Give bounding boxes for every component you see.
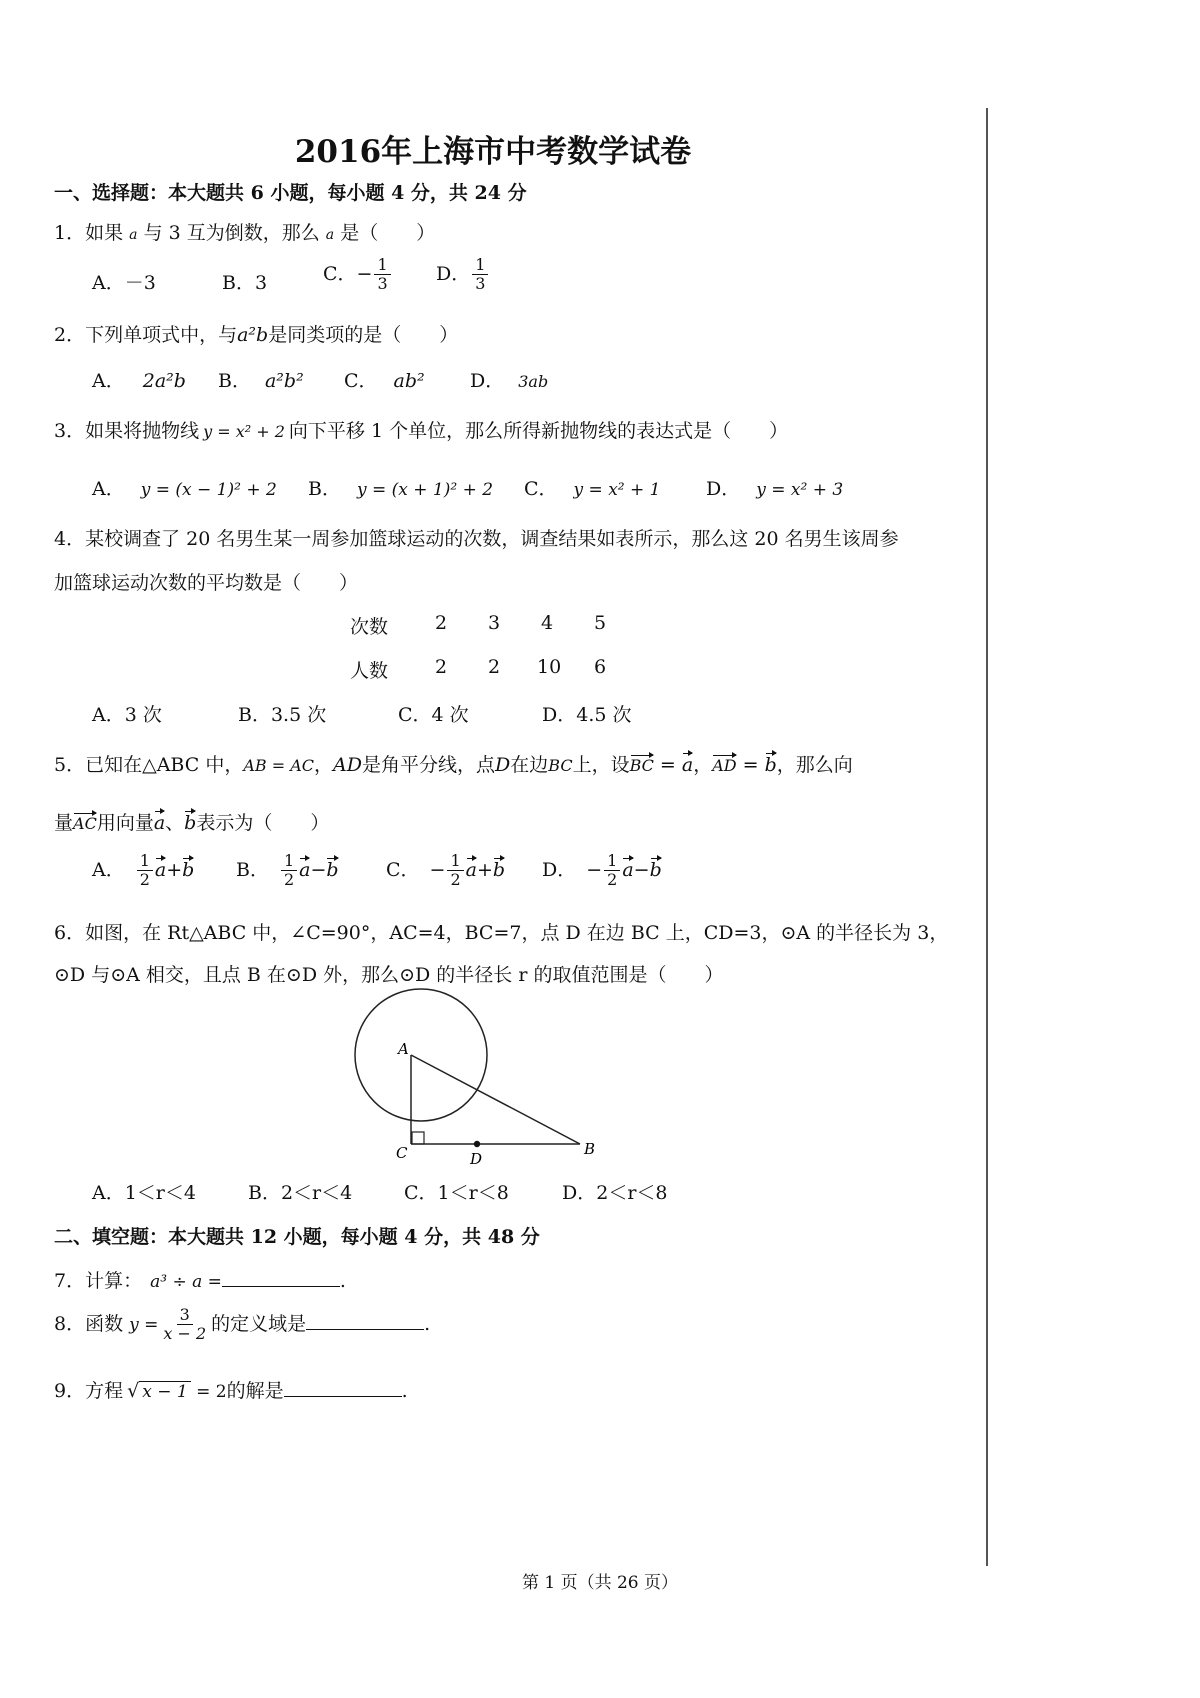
table-cell: 5: [594, 612, 607, 634]
equals-sign: =: [736, 754, 765, 776]
math-variable: a: [129, 227, 138, 243]
q1-option-b: B．3: [222, 272, 268, 294]
option-label: B．: [236, 858, 269, 881]
table-cell: 2: [435, 656, 448, 678]
question-6-line-2: ⊙D 与⊙A 相交，且点 B 在⊙D 外，那么⊙D 的半径长 r 的取值范围是（ ）: [54, 964, 724, 986]
label-b: B: [584, 1140, 596, 1158]
q1-option-d: [436, 256, 490, 294]
fraction: [472, 256, 488, 294]
vector-ac: AC: [73, 811, 97, 833]
question-6-line-1: [54, 918, 948, 945]
fraction-numerator: 1: [281, 852, 297, 871]
vector-a: a: [154, 809, 165, 834]
question-number: 5．: [54, 754, 86, 776]
q2-option-c: [344, 366, 425, 393]
option-label: D．: [470, 370, 505, 392]
question-text: 在边: [510, 754, 549, 776]
question-9: [54, 1376, 408, 1403]
fraction-numerator: 1: [447, 852, 463, 871]
table-cell: 4: [541, 612, 554, 634]
question-8: [54, 1306, 430, 1344]
fraction: [604, 852, 620, 890]
option-label: D．: [542, 858, 577, 881]
operator: +: [476, 858, 493, 881]
fraction-denominator: 2: [283, 870, 295, 890]
question-text: 某校调查了 20 名男生某一周参加篮球运动的次数，调查结果如表所示，那么这 20 名男生该周参: [85, 528, 899, 550]
question-text: 函数: [85, 1312, 124, 1335]
label-c: C: [396, 1144, 408, 1162]
right-angle-mark: [412, 1132, 424, 1144]
fraction-numerator: 3: [177, 1306, 193, 1325]
question-number: 4．: [54, 528, 86, 550]
q3-option-d: [706, 474, 843, 501]
fraction-numerator: 1: [604, 852, 620, 871]
question-number: 1．: [54, 222, 86, 244]
math-expression: AB = AC: [243, 756, 315, 775]
fraction-denominator: 3: [377, 274, 388, 294]
math-variable: D: [495, 754, 511, 776]
punctuation: .: [401, 1380, 408, 1402]
q5-option-d: [542, 852, 662, 890]
question-text: 的解是: [226, 1380, 284, 1402]
vector-a: a: [299, 856, 310, 881]
math-expression: a²b²: [264, 370, 304, 392]
question-text: 已知在△ABC 中，: [85, 754, 244, 776]
page-footer: 第 1 页（共 26 页）: [521, 1573, 679, 1593]
punctuation: .: [424, 1312, 431, 1335]
question-text: 计算：: [85, 1270, 143, 1292]
equals-sign: =: [653, 754, 682, 776]
math-expression: = 2: [190, 1382, 227, 1402]
vector-bc: BC: [630, 753, 654, 775]
punctuation: 、: [165, 812, 185, 834]
fraction-denominator: 2: [607, 870, 618, 890]
math-expression: y = (x + 1)² + 2: [356, 480, 494, 500]
operator: −: [310, 858, 327, 881]
vector-b: b: [182, 856, 194, 881]
vector-a: a: [682, 751, 693, 776]
label-a: A: [398, 1040, 409, 1058]
math-expression: y =: [129, 1314, 159, 1335]
question-4-line-1: [54, 524, 899, 551]
q6-option-d: D．2＜r＜8: [562, 1182, 668, 1204]
question-text: 是（ ）: [340, 222, 436, 244]
table-cell: 10: [537, 656, 562, 678]
question-text: 是角平分线，点: [362, 754, 496, 776]
question-text: 用向量: [96, 812, 154, 834]
vector-b: b: [650, 856, 662, 881]
punctuation: .: [339, 1270, 346, 1292]
q2-option-a: [92, 366, 186, 393]
question-text: 向下平移 1 个单位，那么所得新抛物线的表达式是（ ）: [288, 420, 789, 442]
math-expression: 2a²b: [142, 370, 186, 392]
option-label: D．: [436, 262, 471, 285]
q6-option-c: C．1＜r＜8: [404, 1182, 509, 1204]
q6-geometry-figure: [340, 986, 620, 1176]
q5-option-a: [92, 852, 194, 890]
punctuation: ，: [314, 754, 334, 776]
table-row-header: 人数: [350, 660, 389, 682]
math-expression: a²b: [237, 324, 269, 346]
minus-sign: −: [356, 262, 373, 285]
fraction: [447, 852, 463, 890]
section-heading-choice: 一、选择题：本大题共 6 小题，每小题 4 分，共 24 分: [54, 182, 527, 204]
q5-option-c: [386, 852, 505, 890]
table-cell: 6: [594, 656, 607, 678]
question-3: [54, 416, 788, 443]
question-7: [54, 1266, 346, 1293]
question-text: 表示为（ ）: [196, 812, 330, 834]
point-d: [474, 1141, 480, 1147]
question-4-line-2: 加篮球运动次数的平均数是（ ）: [54, 572, 359, 594]
answer-blank[interactable]: [284, 1396, 402, 1397]
question-text: 的定义域是: [211, 1312, 307, 1335]
option-label: A．: [92, 370, 125, 392]
math-expression: a³ ÷ a =: [150, 1272, 222, 1292]
operator: +: [166, 858, 183, 881]
question-text: 如果将抛物线: [85, 420, 200, 442]
vector-b: b: [765, 751, 777, 776]
option-label: B．: [308, 478, 341, 500]
table-cell: 3: [488, 612, 501, 634]
question-number: 8．: [54, 1312, 86, 1335]
operator: −: [633, 858, 650, 881]
sqrt-sign: √: [127, 1380, 140, 1402]
question-5-line-2: [54, 808, 329, 835]
vector-ad: AD: [712, 753, 736, 775]
table-cell: 2: [435, 612, 448, 634]
vector-a: a: [155, 856, 166, 881]
exam-title: 2016年上海市中考数学试卷: [294, 134, 692, 170]
vector-a: a: [622, 856, 633, 881]
q2-option-d: [470, 366, 548, 393]
option-label: C．: [524, 478, 558, 500]
option-label: C．: [344, 370, 378, 392]
minus-sign: −: [429, 858, 446, 881]
question-text: 量: [54, 812, 74, 834]
question-1: [54, 218, 435, 245]
label-d: D: [470, 1150, 483, 1168]
question-text: ，那么向: [776, 754, 853, 776]
q6-option-b: B．2＜r＜4: [248, 1182, 353, 1204]
radicand: x − 1: [139, 1381, 190, 1402]
q1-option-a: A．－3: [92, 272, 156, 294]
question-2: [54, 320, 458, 347]
circle-a: [355, 989, 487, 1121]
fraction: [374, 256, 390, 294]
answer-blank[interactable]: [306, 1329, 424, 1330]
fraction-denominator: x − 2: [163, 1324, 207, 1344]
fraction-numerator: 1: [472, 256, 488, 275]
fraction: [137, 852, 153, 890]
question-text: 方程: [85, 1380, 124, 1402]
q4-option-c: C．4 次: [398, 704, 469, 726]
option-label: C．: [323, 262, 357, 285]
math-expression: AD: [333, 754, 362, 776]
option-label: A．: [92, 858, 125, 881]
question-number: 3．: [54, 420, 86, 442]
q5-option-b: [236, 852, 339, 890]
page-margin-line: [986, 108, 988, 1566]
fraction-numerator: 1: [374, 256, 390, 275]
table-cell: 2: [488, 656, 501, 678]
fraction-denominator: 3: [475, 274, 486, 294]
vector-b: b: [184, 809, 196, 834]
math-expression: ab²: [393, 370, 425, 392]
fraction-denominator: 2: [450, 870, 461, 890]
q1-option-c: [323, 256, 393, 294]
fraction-denominator: 2: [139, 870, 150, 890]
fraction-numerator: 1: [137, 852, 153, 871]
vector-b: b: [493, 856, 505, 881]
q6-option-a: A．1＜r＜4: [92, 1182, 196, 1204]
math-expression: y = x² + 2: [203, 422, 285, 441]
math-expression: 3ab: [518, 372, 549, 391]
question-text: 如图，在 Rt△ABC 中，∠C=90°，AC=4，BC=7，点 D 在边 BC 上，CD=3，⊙A 的半径长为 3，: [85, 922, 949, 944]
option-label: D．: [706, 478, 741, 500]
q4-option-d: D．4.5 次: [542, 704, 632, 726]
math-variable: BC: [548, 756, 573, 775]
q3-option-c: [524, 474, 660, 501]
fraction: [160, 1306, 209, 1344]
q3-option-a: [92, 474, 277, 501]
vector-a: a: [466, 856, 477, 881]
vector-b: b: [326, 856, 338, 881]
answer-blank[interactable]: [222, 1286, 340, 1287]
option-label: C．: [386, 858, 420, 881]
question-text: 与 3 互为倒数，那么: [143, 222, 320, 244]
question-text: 下列单项式中，与: [85, 324, 238, 346]
q3-option-b: [308, 474, 493, 501]
question-5-line-1: [54, 750, 853, 777]
question-text: 如果: [85, 222, 124, 244]
q2-option-b: [218, 366, 304, 393]
section-heading-fill: 二、填空题：本大题共 12 小题，每小题 4 分，共 48 分: [54, 1226, 540, 1248]
option-label: B．: [218, 370, 251, 392]
option-label: A．: [92, 478, 125, 500]
q4-option-a: A．3 次: [92, 704, 162, 726]
question-number: 9．: [54, 1380, 86, 1402]
math-expression: y = x² + 3: [756, 480, 844, 500]
segment-ab: [411, 1055, 580, 1144]
table-row-header: 次数: [350, 616, 389, 638]
question-text: 上，设: [572, 754, 630, 776]
q4-option-b: B．3.5 次: [238, 704, 327, 726]
punctuation: ，: [693, 754, 713, 776]
question-number: 6．: [54, 922, 86, 944]
question-number: 7．: [54, 1270, 86, 1292]
minus-sign: −: [586, 858, 603, 881]
fraction: [281, 852, 297, 890]
math-variable: a: [325, 227, 335, 243]
question-number: 2．: [54, 324, 86, 346]
math-expression: y = (x − 1)² + 2: [140, 480, 277, 500]
question-text: 是同类项的是（ ）: [268, 324, 459, 346]
math-expression: y = x² + 1: [573, 480, 661, 500]
